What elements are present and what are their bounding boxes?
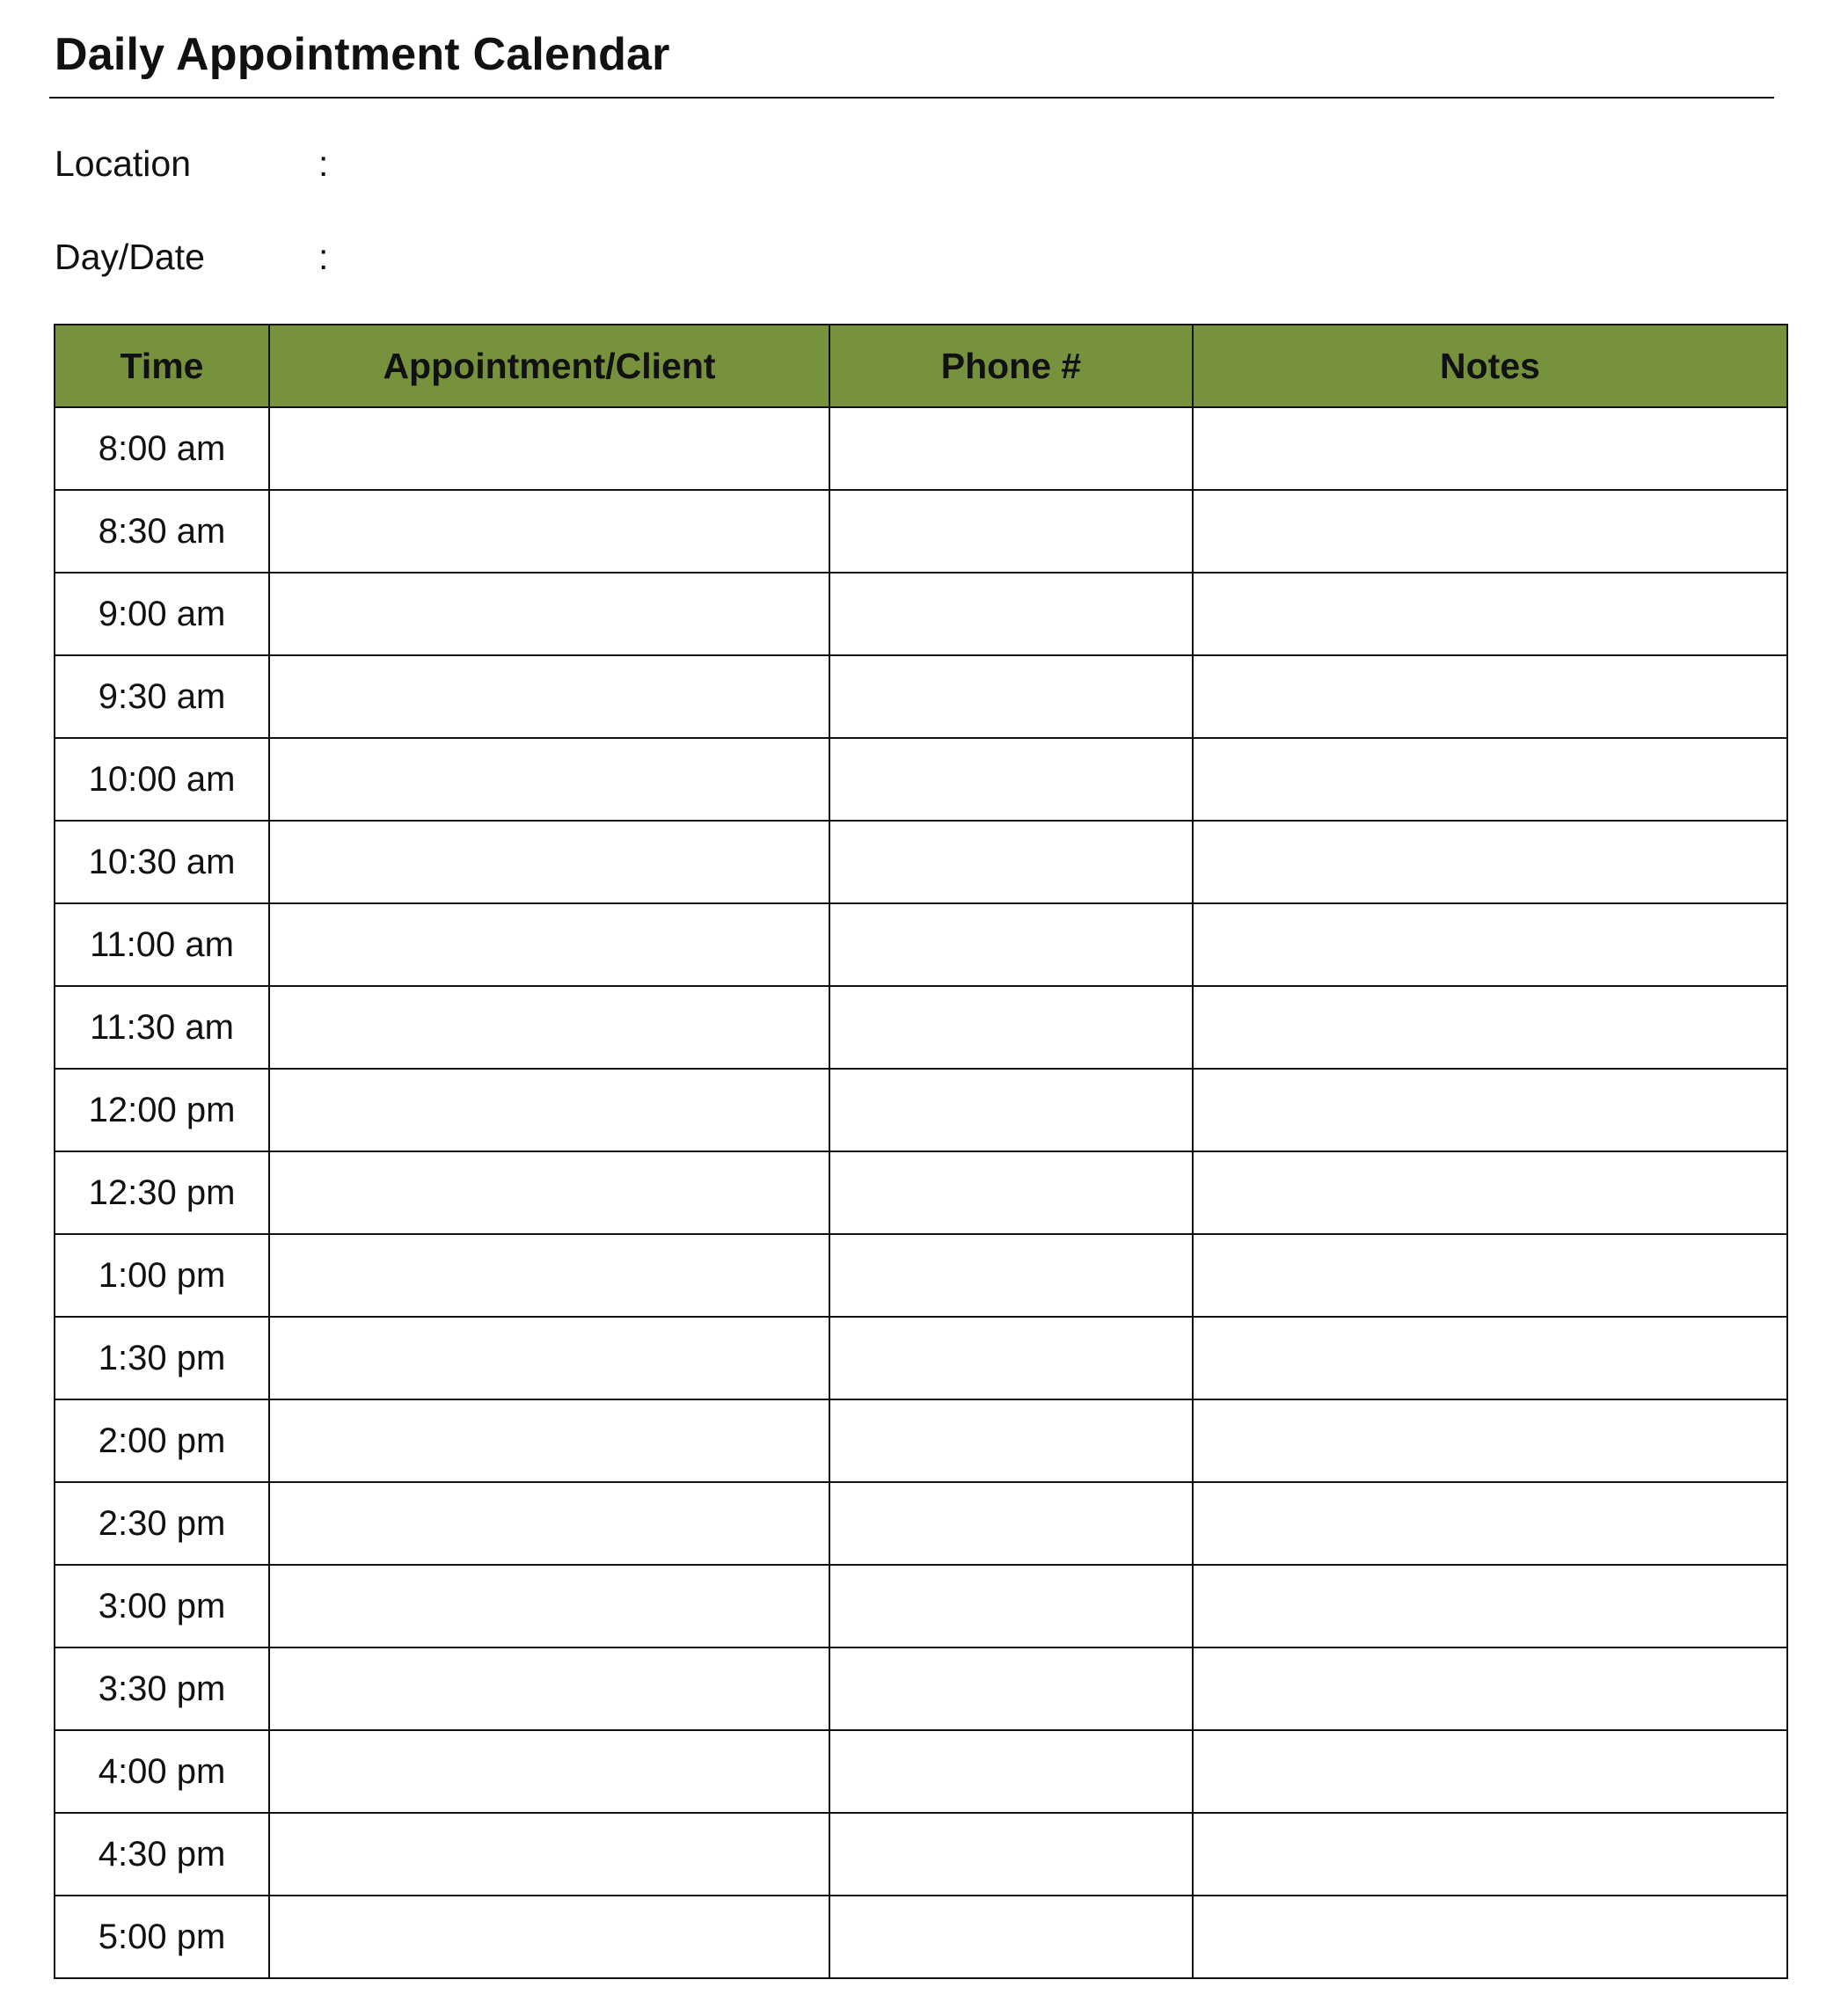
time-cell: 2:30 pm bbox=[55, 1482, 269, 1565]
table-row bbox=[55, 1482, 1787, 1565]
appointment-cell[interactable] bbox=[269, 1565, 829, 1647]
notes-cell[interactable] bbox=[1193, 1234, 1787, 1317]
phone-cell[interactable] bbox=[829, 1234, 1193, 1317]
appointment-cell[interactable] bbox=[269, 1399, 829, 1482]
phone-cell[interactable] bbox=[829, 1730, 1193, 1813]
phone-cell[interactable] bbox=[829, 1896, 1193, 1978]
notes-cell[interactable] bbox=[1193, 1399, 1787, 1482]
time-cell: 12:30 pm bbox=[55, 1151, 269, 1234]
phone-cell[interactable] bbox=[829, 1317, 1193, 1399]
header-appointment-client: Appointment/Client bbox=[269, 325, 829, 407]
notes-cell[interactable] bbox=[1193, 986, 1787, 1069]
appointment-cell[interactable] bbox=[269, 490, 829, 573]
header-phone: Phone # bbox=[829, 325, 1193, 407]
phone-cell[interactable] bbox=[829, 1647, 1193, 1730]
day-date-label: Day/Date bbox=[55, 237, 205, 277]
appointment-cell[interactable] bbox=[269, 573, 829, 655]
phone-cell[interactable] bbox=[829, 1813, 1193, 1896]
appointment-cell[interactable] bbox=[269, 1730, 829, 1813]
title-divider bbox=[49, 97, 1774, 99]
table-row bbox=[55, 1896, 1787, 1978]
phone-cell[interactable] bbox=[829, 821, 1193, 903]
table-row bbox=[55, 573, 1787, 655]
phone-cell[interactable] bbox=[829, 1399, 1193, 1482]
time-cell: 1:30 pm bbox=[55, 1317, 269, 1399]
time-cell: 3:30 pm bbox=[55, 1647, 269, 1730]
notes-cell[interactable] bbox=[1193, 1813, 1787, 1896]
time-cell: 4:00 pm bbox=[55, 1730, 269, 1813]
appointment-cell[interactable] bbox=[269, 738, 829, 821]
table-row bbox=[55, 655, 1787, 738]
notes-cell[interactable] bbox=[1193, 655, 1787, 738]
appointment-cell[interactable] bbox=[269, 903, 829, 986]
table-row bbox=[55, 1565, 1787, 1647]
time-cell: 12:00 pm bbox=[55, 1069, 269, 1151]
appointment-cell[interactable] bbox=[269, 1482, 829, 1565]
time-cell: 1:00 pm bbox=[55, 1234, 269, 1317]
time-cell: 11:00 am bbox=[55, 903, 269, 986]
appointment-cell[interactable] bbox=[269, 986, 829, 1069]
notes-cell[interactable] bbox=[1193, 1482, 1787, 1565]
table-row bbox=[55, 738, 1787, 821]
notes-cell[interactable] bbox=[1193, 573, 1787, 655]
table-row bbox=[55, 1399, 1787, 1482]
time-cell: 10:30 am bbox=[55, 821, 269, 903]
phone-cell[interactable] bbox=[829, 1565, 1193, 1647]
table-row bbox=[55, 1069, 1787, 1151]
appointment-cell[interactable] bbox=[269, 1317, 829, 1399]
appointment-cell[interactable] bbox=[269, 1234, 829, 1317]
notes-cell[interactable] bbox=[1193, 407, 1787, 490]
appointment-cell[interactable] bbox=[269, 1647, 829, 1730]
time-cell: 8:00 am bbox=[55, 407, 269, 490]
appointment-cell[interactable] bbox=[269, 821, 829, 903]
time-cell: 5:00 pm bbox=[55, 1896, 269, 1978]
table-header-row bbox=[55, 325, 1787, 407]
table-row bbox=[55, 1151, 1787, 1234]
table-row bbox=[55, 903, 1787, 986]
table-row bbox=[55, 1317, 1787, 1399]
notes-cell[interactable] bbox=[1193, 490, 1787, 573]
time-cell: 9:00 am bbox=[55, 573, 269, 655]
time-cell: 10:00 am bbox=[55, 738, 269, 821]
appointment-cell[interactable] bbox=[269, 655, 829, 738]
appointment-cell[interactable] bbox=[269, 1069, 829, 1151]
appointment-cell[interactable] bbox=[269, 1151, 829, 1234]
time-cell: 2:00 pm bbox=[55, 1399, 269, 1482]
notes-cell[interactable] bbox=[1193, 1151, 1787, 1234]
page-title: Daily Appointment Calendar bbox=[55, 29, 670, 80]
phone-cell[interactable] bbox=[829, 655, 1193, 738]
notes-cell[interactable] bbox=[1193, 738, 1787, 821]
table-row bbox=[55, 407, 1787, 490]
header-time: Time bbox=[55, 325, 269, 407]
location-label: Location bbox=[55, 143, 192, 184]
time-cell: 8:30 am bbox=[55, 490, 269, 573]
phone-cell[interactable] bbox=[829, 407, 1193, 490]
table-row bbox=[55, 821, 1787, 903]
notes-cell[interactable] bbox=[1193, 1730, 1787, 1813]
phone-cell[interactable] bbox=[829, 986, 1193, 1069]
time-cell: 3:00 pm bbox=[55, 1565, 269, 1647]
appointment-cell[interactable] bbox=[269, 1896, 829, 1978]
phone-cell[interactable] bbox=[829, 573, 1193, 655]
table-row bbox=[55, 1813, 1787, 1896]
phone-cell[interactable] bbox=[829, 738, 1193, 821]
phone-cell[interactable] bbox=[829, 1069, 1193, 1151]
notes-cell[interactable] bbox=[1193, 1317, 1787, 1399]
time-cell: 9:30 am bbox=[55, 655, 269, 738]
notes-cell[interactable] bbox=[1193, 821, 1787, 903]
appointment-cell[interactable] bbox=[269, 1813, 829, 1896]
phone-cell[interactable] bbox=[829, 903, 1193, 986]
time-cell: 11:30 am bbox=[55, 986, 269, 1069]
phone-cell[interactable] bbox=[829, 1482, 1193, 1565]
notes-cell[interactable] bbox=[1193, 903, 1787, 986]
time-cell: 4:30 pm bbox=[55, 1813, 269, 1896]
notes-cell[interactable] bbox=[1193, 1069, 1787, 1151]
notes-cell[interactable] bbox=[1193, 1647, 1787, 1730]
table-row bbox=[55, 986, 1787, 1069]
header-notes: Notes bbox=[1193, 325, 1787, 407]
phone-cell[interactable] bbox=[829, 1151, 1193, 1234]
notes-cell[interactable] bbox=[1193, 1896, 1787, 1978]
table-row bbox=[55, 490, 1787, 573]
table-row bbox=[55, 1647, 1787, 1730]
appointment-table bbox=[54, 324, 1788, 1979]
location-separator: : bbox=[318, 143, 329, 184]
table-row bbox=[55, 1730, 1787, 1813]
notes-cell[interactable] bbox=[1193, 1565, 1787, 1647]
appointment-cell[interactable] bbox=[269, 407, 829, 490]
phone-cell[interactable] bbox=[829, 490, 1193, 573]
table-row bbox=[55, 1234, 1787, 1317]
table-body bbox=[55, 407, 1787, 1978]
day-date-separator: : bbox=[318, 237, 329, 277]
